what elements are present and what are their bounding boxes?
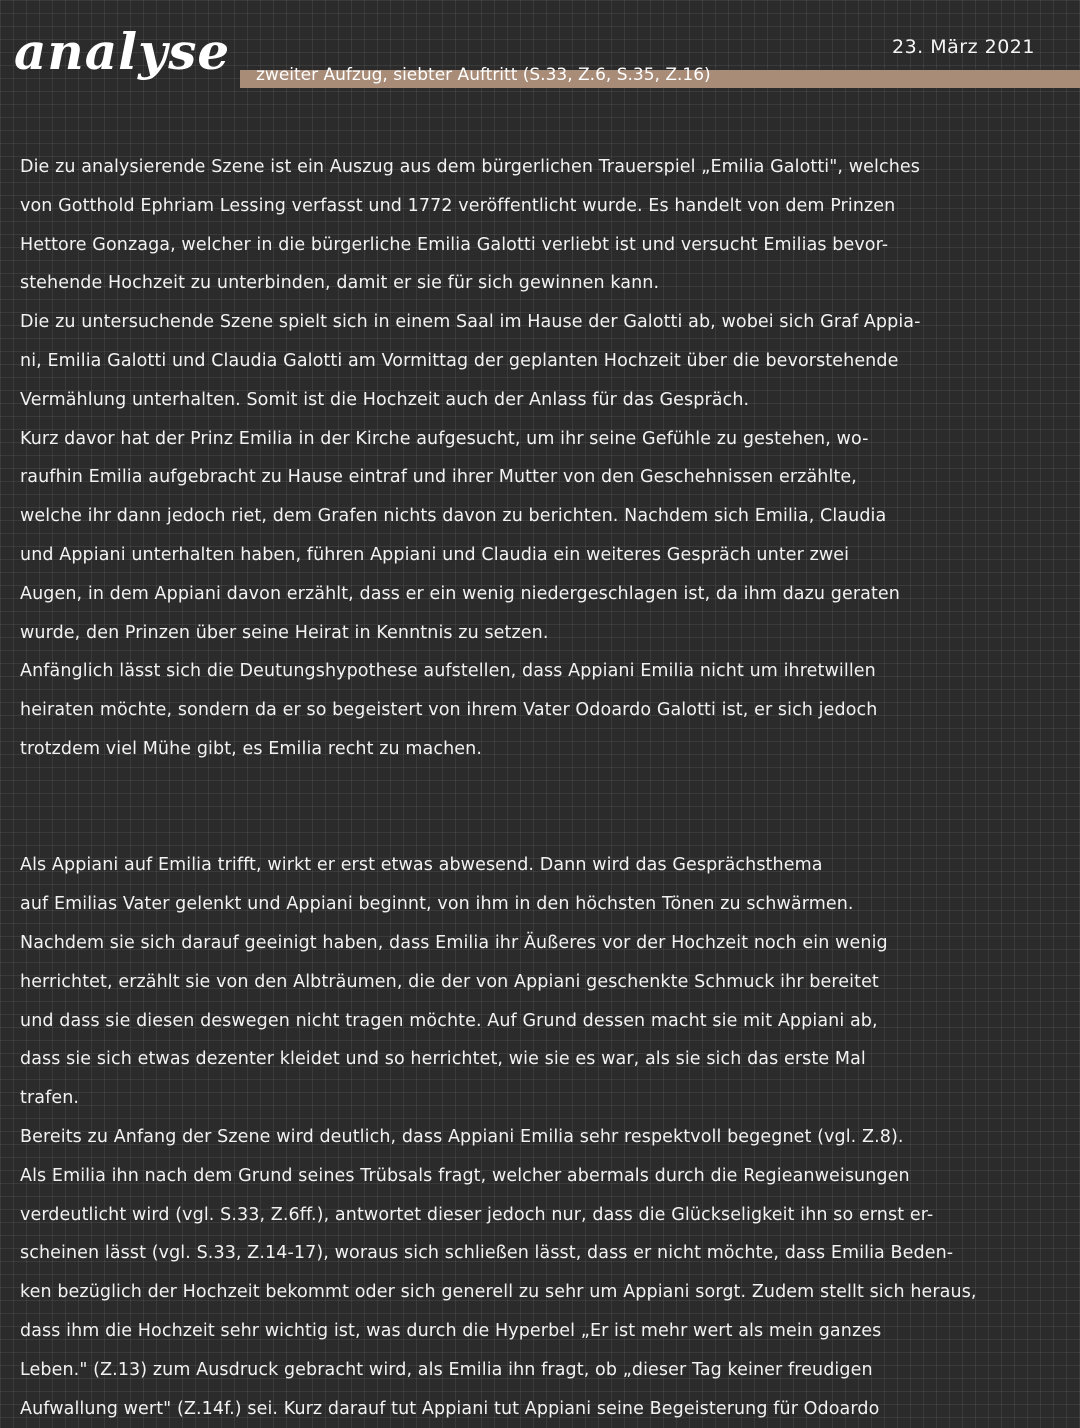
- text-line: [20, 808, 1072, 847]
- text-line: raufhin Emilia aufgebracht zu Hause eintraf und ihrer Mutter von den Geschehnissen erzählte,: [20, 458, 1072, 497]
- text-line: von Gotthold Ephriam Lessing verfasst und 1772 veröffentlicht wurde. Es handelt von dem Prinzen: [20, 187, 1072, 226]
- text-line: Kurz davor hat der Prinz Emilia in der Kirche aufgesucht, um ihr seine Gefühle zu gestehen, wo-: [20, 420, 1072, 459]
- text-line: [20, 769, 1072, 808]
- text-line: Die zu analysierende Szene ist ein Auszug aus dem bürgerlichen Trauerspiel „Emilia Galotti", welches: [20, 148, 1072, 187]
- page-title: analyse: [14, 22, 230, 81]
- text-line: heiraten möchte, sondern da er so begeistert von ihrem Vater Odoardo Galotti ist, er sich jedoch: [20, 691, 1072, 730]
- text-line: Bereits zu Anfang der Szene wird deutlich, dass Appiani Emilia sehr respektvoll begegnet (vgl. Z.8).: [20, 1118, 1072, 1157]
- text-line: Die zu untersuchende Szene spielt sich in einem Saal im Hause der Galotti ab, wobei sich Graf Appia-: [20, 303, 1072, 342]
- page-subtitle: zweiter Aufzug, siebter Auftritt (S.33, Z.6, S.35, Z.16): [256, 65, 711, 85]
- text-line: herrichtet, erzählt sie von den Albträumen, die der von Appiani geschenkte Schmuck ihr bereitet: [20, 963, 1072, 1002]
- text-line: trafen.: [20, 1079, 1072, 1118]
- text-line: wurde, den Prinzen über seine Heirat in Kenntnis zu setzen.: [20, 614, 1072, 653]
- text-line: Augen, in dem Appiani davon erzählt, dass er ein wenig niedergeschlagen ist, da ihm dazu geraten: [20, 575, 1072, 614]
- text-line: dass sie sich etwas dezenter kleidet und so herrichtet, wie sie es war, als sie sich das erste Mal: [20, 1040, 1072, 1079]
- text-line: Anfänglich lässt sich die Deutungshypothese aufstellen, dass Appiani Emilia nicht um ihretwillen: [20, 652, 1072, 691]
- text-line: ken bezüglich der Hochzeit bekommt oder sich generell zu sehr um Appiani sorgt. Zudem stellt sich heraus,: [20, 1273, 1072, 1312]
- text-line: trotzdem viel Mühe gibt, es Emilia recht zu machen.: [20, 730, 1072, 769]
- text-line: Vermählung unterhalten. Somit ist die Hochzeit auch der Anlass für das Gespräch.: [20, 381, 1072, 420]
- text-line: Als Appiani auf Emilia trifft, wirkt er erst etwas abwesend. Dann wird das Gesprächsthema: [20, 846, 1072, 885]
- text-line: stehende Hochzeit zu unterbinden, damit er sie für sich gewinnen kann.: [20, 264, 1072, 303]
- text-line: auf Emilias Vater gelenkt und Appiani beginnt, von ihm in den höchsten Tönen zu schwärmen.: [20, 885, 1072, 924]
- text-line: verdeutlicht wird (vgl. S.33, Z.6ff.), antwortet dieser jedoch nur, dass die Glückseligkeit ihn so ernst er-: [20, 1196, 1072, 1235]
- text-line: welche ihr dann jedoch riet, dem Grafen nichts davon zu berichten. Nachdem sich Emilia, Claudia: [20, 497, 1072, 536]
- text-line: dass ihm die Hochzeit sehr wichtig ist, was durch die Hyperbel „Er ist mehr wert als mein ganzes: [20, 1312, 1072, 1351]
- text-line: Als Emilia ihn nach dem Grund seines Trübsals fragt, welcher abermals durch die Regieanweisungen: [20, 1157, 1072, 1196]
- text-line: Aufwallung wert" (Z.14f.) sei. Kurz darauf tut Appiani tut Appiani seine Begeisterung für Odoardo: [20, 1390, 1072, 1428]
- text-line: und dass sie diesen deswegen nicht tragen möchte. Auf Grund dessen macht sie mit Appiani ab,: [20, 1002, 1072, 1041]
- text-line: und Appiani unterhalten haben, führen Appiani und Claudia ein weiteres Gespräch unter zwei: [20, 536, 1072, 575]
- text-line: ni, Emilia Galotti und Claudia Galotti am Vormittag der geplanten Hochzeit über die bevorstehende: [20, 342, 1072, 381]
- text-line: Hettore Gonzaga, welcher in die bürgerliche Emilia Galotti verliebt ist und versucht Emilias bevor-: [20, 226, 1072, 265]
- text-line: Nachdem sie sich darauf geeinigt haben, dass Emilia ihr Äußeres vor der Hochzeit noch ein wenig: [20, 924, 1072, 963]
- text-line: scheinen lässt (vgl. S.33, Z.14-17), woraus sich schließen lässt, dass er nicht möchte, dass Emilia Beden-: [20, 1234, 1072, 1273]
- date-label: 23. März 2021: [892, 36, 1035, 58]
- text-line: Leben." (Z.13) zum Ausdruck gebracht wird, als Emilia ihn fragt, ob „dieser Tag keiner freudigen: [20, 1351, 1072, 1390]
- body-text: [20, 148, 1072, 1428]
